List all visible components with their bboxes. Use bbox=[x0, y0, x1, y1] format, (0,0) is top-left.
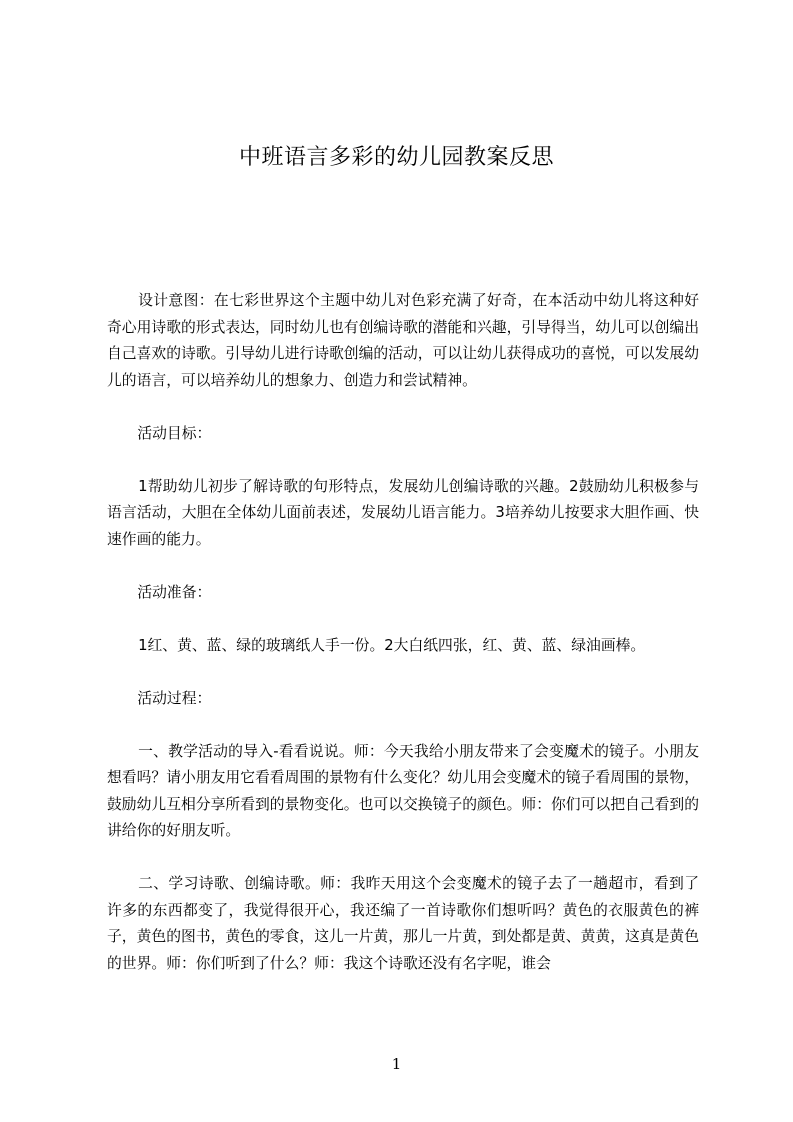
paragraph-design-intent: 设计意图：在七彩世界这个主题中幼儿对色彩充满了好奇，在本活动中幼儿将这种好奇心用诗歌的形式表达，同时幼儿也有创编诗歌的潜能和兴趣，引导得当，幼儿可以创编出自己喜欢的诗歌。引导幼儿进行诗歌创编的活动，可以让幼儿获得成功的喜悦，可以发展幼儿的语言，可以培养幼儿的想象力、创造力和尝试精神。 bbox=[107, 292, 699, 389]
paragraph-process-step-2: 二、学习诗歌、创编诗歌。师：我昨天用这个会变魔术的镜子去了一趟超市，看到了许多的东西都变了，我觉得很开心，我还编了一首诗歌你们想听吗？黄色的衣服黄色的裤子，黄色的图书，黄色的零食，这儿一片黄，那儿一片黄，到处都是黄、黄黄，这真是黄色的世界。师：你们听到了什么？师：我这个诗歌还没有名字呢，谁会 bbox=[107, 875, 699, 972]
paragraph-activity-preparation: 1红、黄、蓝、绿的玻璃纸人手一份。2大白纸四张，红、黄、蓝、绿油画棒。 bbox=[138, 636, 646, 654]
heading-activity-process: 活动过程： bbox=[137, 689, 212, 707]
paragraph-process-step-1: 一、教学活动的导入-看看说说。师：今天我给小朋友带来了会变魔术的镜子。小朋友想看吗？请小朋友用它看看周围的景物有什么变化？幼儿用会变魔术的镜子看周围的景物，鼓励幼儿互相分享所看到的景物变化。也可以交换镜子的颜色。师：你们可以把自己看到的讲给你的好朋友听。 bbox=[107, 742, 699, 839]
document-title: 中班语言多彩的幼儿园教案反思 bbox=[238, 145, 554, 170]
heading-activity-goals: 活动目标： bbox=[137, 424, 212, 442]
heading-activity-preparation: 活动准备： bbox=[137, 583, 212, 601]
document-body bbox=[107, 288, 699, 1004]
page-number: 1 bbox=[391, 1055, 402, 1073]
paragraph-activity-goals: 1帮助幼儿初步了解诗歌的句形特点，发展幼儿创编诗歌的兴趣。2鼓励幼儿积极参与语言活动，大胆在全体幼儿面前表述，发展幼儿语言能力。3培养幼儿按要求大胆作画、快速作画的能力。 bbox=[107, 477, 699, 548]
